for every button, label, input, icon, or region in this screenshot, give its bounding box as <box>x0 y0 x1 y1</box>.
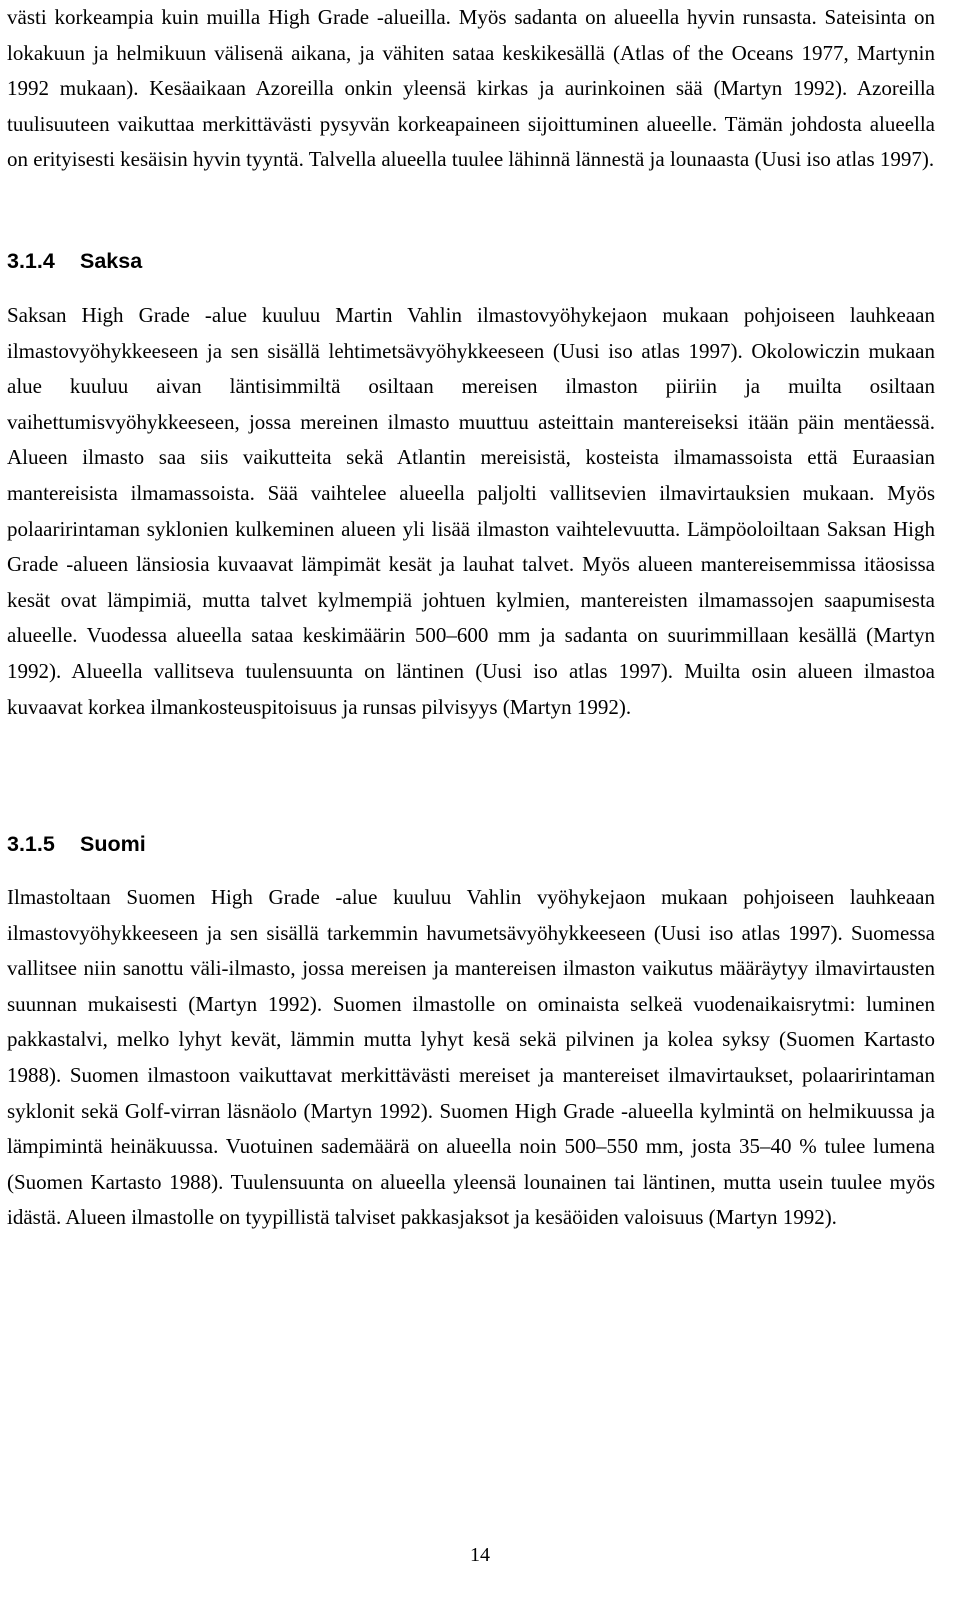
section-paragraph-saksa: Saksan High Grade -alue kuuluu Martin Vahlin ilmastovyöhykejaon mukaan pohjoiseen lauhkeaan ilmastovyöhykkeeseen ja sen sisällä lehtimetsävyöhykkeeseen (Uusi iso atlas 1997). Okolowiczin mukaan alue kuuluu aivan läntisimmiltä osiltaan mereisen ilmaston piiriin ja muilta osiltaan vaihettumisvyöhykkeeseen, jossa mereinen ilmasto muuttuu asteittain mantereiseksi itään päin mentäessä. Alueen ilmasto saa siis vaikutteita sekä Atlantin mereisistä, kosteista ilmamassoista että Euraasian mantereisista ilmamassoista. Sää vaihtelee alueella paljolti vallitsevien ilmavirtauksien mukaan. Myös polaaririntaman syklonien kulkeminen alueen yli lisää ilmaston vaihtelevuutta. Lämpöoloiltaan Saksan High Grade -alueen länsiosia kuvaavat lämpimät kesät ja lauhat talvet. Myös alueen mantereisemmissa itäosissa kesät ovat lämpimiä, mutta talvet kylmempiä johtuen kylmien, mantereisten ilmamassojen saapumisesta alueelle. Vuodessa alueella sataa keskimäärin 500–600 mm ja sadanta on suurimmillaan kesällä (Martyn 1992). Alueella vallitseva tuulensuunta on läntinen (Uusi iso atlas 1997). Muilta osin alueen ilmastoa kuvaavat korkea ilmankosteuspitoisuus ja runsas pilvisyys (Martyn 1992). <box>7 303 935 719</box>
section-number: 3.1.4 <box>7 249 55 273</box>
section-heading-saksa <box>7 248 142 274</box>
page-number: 14 <box>470 1544 490 1566</box>
intro-paragraph: västi korkeampia kuin muilla High Grade -alueilla. Myös sadanta on alueella hyvin runsasta. Sateisinta on lokakuun ja helmikuun välisenä aikana, ja vähiten sataa keskikesällä (Atlas of the Oceans 1977, Martynin 1992 mukaan). Kesäaikaan Azoreilla onkin yleensä kirkas ja aurinkoinen sää (Martyn 1992). Azoreilla tuulisuuteen vaikuttaa merkittävästi pysyvän korkeapaineen sijoittuminen alueelle. Tämän johdosta alueella on erityisesti kesäisin hyvin tyyntä. Talvella alueella tuulee lähinnä lännestä ja lounaasta (Uusi iso atlas 1997). <box>7 5 935 172</box>
section-title: Suomi <box>80 832 146 856</box>
section-paragraph-suomi: Ilmastoltaan Suomen High Grade -alue kuuluu Vahlin vyöhykejaon mukaan pohjoiseen lauhkeaan ilmastovyöhykkeeseen ja sen sisällä tarkemmin havumetsävyöhykkeeseen (Uusi iso atlas 1997). Suomessa vallitsee niin sanottu väli-ilmasto, jossa mereisen ja mantereisen ilmaston vaikutus määräytyy ilmavirtausten suunnan mukaisesti (Martyn 1992). Suomen ilmastolle on ominaista selkeä vuodenaikaisrytmi: luminen pakkastalvi, melko lyhyt kevät, lämmin mutta lyhyt kesä sekä pilvinen ja kolea syksy (Suomen Kartasto 1988). Suomen ilmastoon vaikuttavat merkittävästi mereiset ja mantereiset ilmavirtaukset, polaaririntaman syklonit sekä Golf-virran läsnäolo (Martyn 1992). Suomen High Grade -alueella kylmintä on helmikuussa ja lämpimintä heinäkuussa. Vuotuinen sademäärä on alueella noin 500–550 mm, josta 35–40 % tulee lumena (Suomen Kartasto 1988). Tuulensuunta on alueella yleensä lounainen tai läntinen, mutta usein tuulee myös idästä. Alueen ilmastolle on tyypillistä talviset pakkasjaksot ja kesäöiden valoisuus (Martyn 1992). <box>7 885 935 1230</box>
section-number: 3.1.5 <box>7 832 55 856</box>
section-heading-suomi <box>7 831 146 857</box>
section-title: Saksa <box>80 249 143 273</box>
